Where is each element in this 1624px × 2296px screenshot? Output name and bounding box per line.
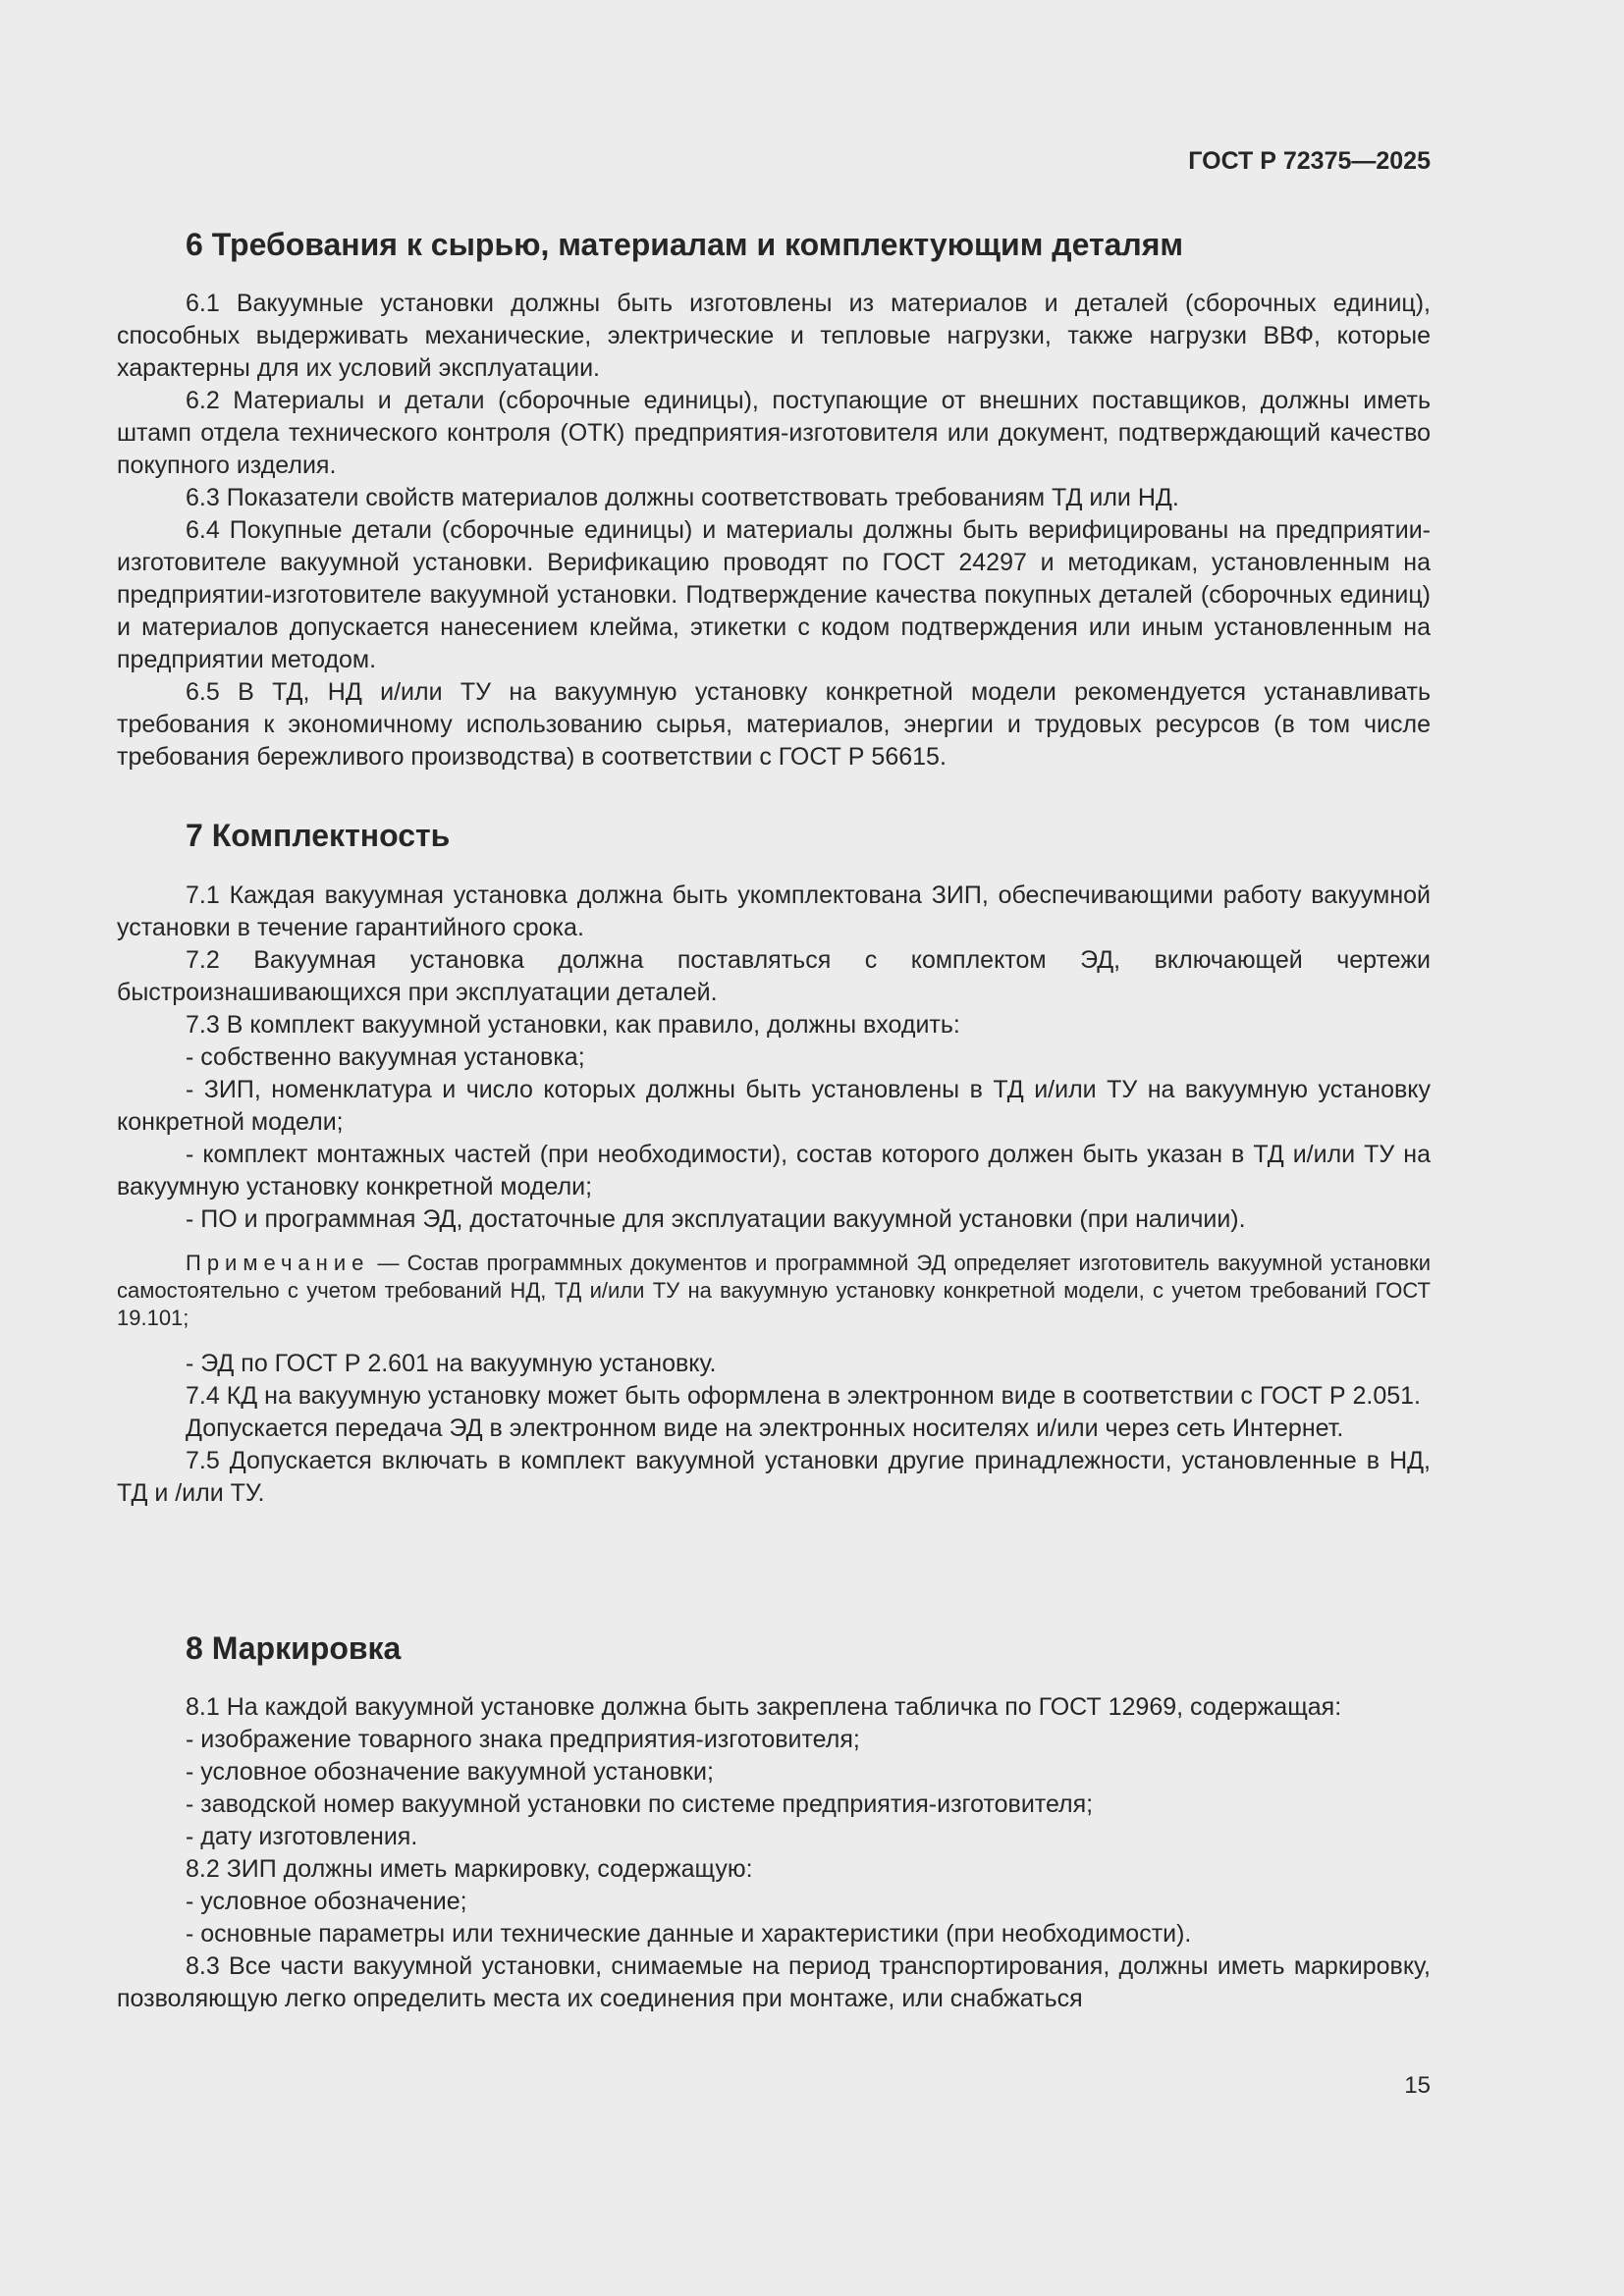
note-label: Примечание xyxy=(186,1251,370,1275)
paragraph-8-1: 8.1 На каждой вакуумной установке должна быть закреплена табличка по ГОСТ 12969, содержащая: xyxy=(186,1693,1342,1721)
paragraph-7-4-cont: Допускается передача ЭД в электронном виде на электронных носителях и/или через сеть Интернет. xyxy=(186,1415,1344,1442)
list-item: - собственно вакуумная установка; xyxy=(186,1043,585,1071)
section-6-body xyxy=(117,288,1431,774)
list-item: - дату изготовления. xyxy=(186,1823,418,1850)
list-item: - условное обозначение; xyxy=(186,1888,467,1915)
paragraph-7-1: 7.1 Каждая вакуумная установка должна быть укомплектована ЗИП, обеспечивающими работу вакуумной установки в течение гарантийного срока. xyxy=(117,881,1431,941)
list-item: - основные параметры или технические данные и характеристики (при необходимости). xyxy=(186,1920,1192,1948)
note-text: — Состав программных документов и программной ЭД определяет изготовитель вакуумной установки самостоятельно с учетом требований НД, ТД и/или ТУ на вакуумную установку конкретной модели, с учетом требований ГОСТ 19.101; xyxy=(117,1251,1431,1330)
paragraph-7-2: 7.2 Вакуумная установка должна поставляться с комплектом ЭД, включающей чертежи быстроизнашивающихся при эксплуатации деталей. xyxy=(117,946,1431,1006)
list-item: - ПО и программная ЭД, достаточные для эксплуатации вакуумной установки (при наличии). xyxy=(186,1205,1246,1233)
paragraph-7-5: 7.5 Допускается включать в комплект вакуумной установки другие принадлежности, установленные в НД, ТД и /или ТУ. xyxy=(117,1447,1431,1507)
paragraph-6-5: 6.5 В ТД, НД и/или ТУ на вакуумную установку конкретной модели рекомендуется устанавливать требования к экономичному использованию сырья, материалов, энергии и трудовых ресурсов (в том числе требования бережливого производства) в соответствии с ГОСТ Р 56615. xyxy=(117,678,1431,771)
paragraph-6-1: 6.1 Вакуумные установки должны быть изготовлены из материалов и деталей (сборочных единиц), способных выдерживать механические, электрические и тепловые нагрузки, также нагрузки ВВФ, которые характерны для их условий эксплуатации. xyxy=(117,290,1431,382)
list-item: - ЗИП, номенклатура и число которых должны быть установлены в ТД и/или ТУ на вакуумную установку конкретной модели; xyxy=(117,1076,1431,1136)
note xyxy=(117,1250,1431,1332)
section-8-body xyxy=(117,1691,1431,2015)
paragraph-6-4: 6.4 Покупные детали (сборочные единицы) и материалы должны быть верифицированы на предприятии-изготовителе вакуумной установки. Верификацию проводят по ГОСТ 24297 и методикам, установленным на предприятии-изготовителе вакуумной установки. Подтверждение качества покупных деталей (сборочных единиц) и материалов допускается нанесением клейма, этикетки с кодом подтверждения или иным установленным на предприятии методом. xyxy=(117,516,1431,673)
document-code: ГОСТ Р 72375—2025 xyxy=(1188,147,1431,175)
paragraph-7-4: 7.4 КД на вакуумную установку может быть оформлена в электронном виде в соответствии с ГОСТ Р 2.051. xyxy=(186,1382,1421,1410)
list-item: - условное обозначение вакуумной установки; xyxy=(186,1758,714,1786)
paragraph-8-2: 8.2 ЗИП должны иметь маркировку, содержащую: xyxy=(186,1855,753,1883)
section-7-title: 7 Комплектность xyxy=(186,818,451,853)
list-item: - комплект монтажных частей (при необходимости), состав которого должен быть указан в ТД и/или ТУ на вакуумную установку конкретной модели; xyxy=(117,1141,1431,1201)
section-6-title: 6 Требования к сырью, материалам и комплектующим деталям xyxy=(186,227,1184,262)
paragraph-7-3: 7.3 В комплект вакуумной установки, как правило, должны входить: xyxy=(186,1011,960,1039)
section-8-title: 8 Маркировка xyxy=(186,1630,402,1666)
list-item: - изображение товарного знака предприятия-изготовителя; xyxy=(186,1726,860,1753)
paragraph-6-2: 6.2 Материалы и детали (сборочные единицы), поступающие от внешних поставщиков, должны иметь штамп отдела технического контроля (ОТК) предприятия-изготовителя или документ, подтверждающий качество покупного изделия. xyxy=(117,387,1431,479)
page-number: 15 xyxy=(1404,2072,1431,2099)
list-item: - ЭД по ГОСТ Р 2.601 на вакуумную установку. xyxy=(186,1350,717,1377)
paragraph-8-3: 8.3 Все части вакуумной установки, снимаемые на период транспортирования, должны иметь маркировку, позволяющую легко определить места их соединения при монтаже, или снабжаться xyxy=(117,1952,1431,2012)
list-item: - заводской номер вакуумной установки по системе предприятия-изготовителя; xyxy=(186,1790,1094,1818)
section-7-body xyxy=(117,880,1431,1510)
paragraph-6-3: 6.3 Показатели свойств материалов должны соответствовать требованиям ТД или НД. xyxy=(186,484,1179,511)
